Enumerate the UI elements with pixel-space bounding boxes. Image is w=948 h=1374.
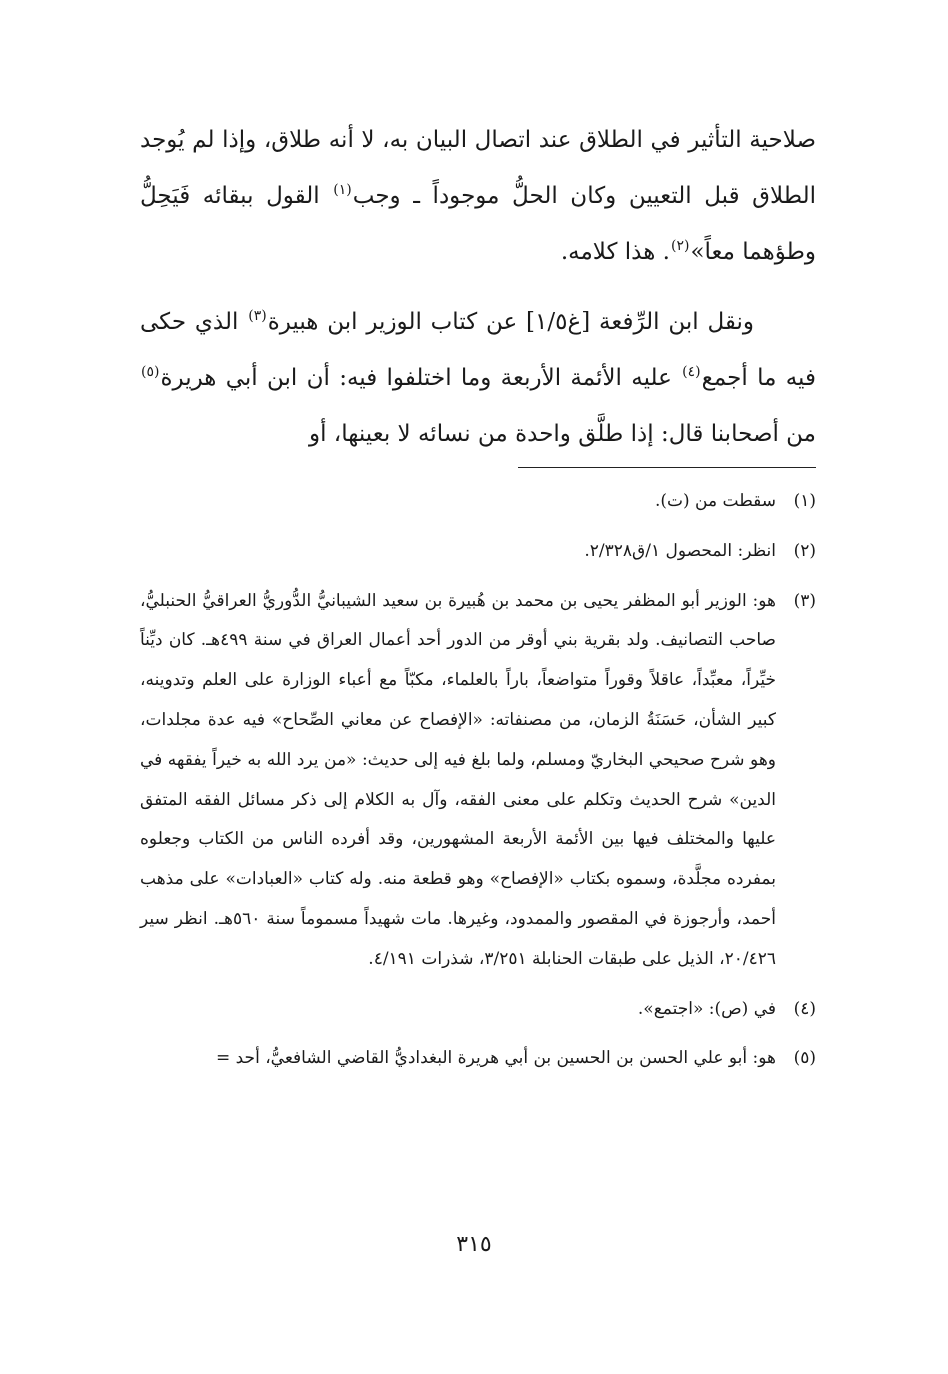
footnotes (140, 482, 816, 1079)
footnote-1 (140, 482, 816, 522)
footnote-text: في (ص): «اجتمع». (637, 998, 776, 1019)
footnote-2 (140, 532, 816, 572)
footnote-ref-4: (٤) (682, 364, 701, 381)
footnote-ref-3: (٣) (248, 308, 267, 325)
footnote-text: هو: أبو علي الحسن بن الحسين بن أبي هريرة البغداديُّ القاضي الشافعيُّ، أحد = (215, 1048, 776, 1069)
text-run: عليه الأئمة الأربعة وما اختلفوا فيه: أن ابن أبي هريرة (160, 365, 672, 391)
footnote-text: انظر: المحصول ١/ق٢/٣٢٨. (584, 540, 776, 561)
main-paragraph-1 (140, 112, 816, 280)
footnote-ref-5: (٥) (141, 364, 160, 381)
footnote-number: (٥) (793, 1048, 816, 1069)
text-run: القول ببقائه فَيَحِلُّ وطؤهما معاً» (140, 183, 816, 265)
footnote-number: (٢) (793, 540, 816, 561)
text-run: . هذا كلامه. (560, 239, 670, 265)
text-run: الذي حكى فيه ما أجمع (140, 309, 816, 391)
footnote-text: سقطت من (ت). (654, 491, 776, 511)
footnote-number: (١) (793, 491, 816, 511)
footnote-separator (518, 467, 816, 468)
text-run: ونقل ابن الرِّفعة [غ١/٥] عن كتاب الوزير ابن هبيرة (267, 309, 755, 335)
footnote-3 (140, 582, 816, 980)
text-run: من أصحابنا قال: إذا طلَّق واحدة من نسائه لا بعينها، أو (309, 421, 816, 447)
main-text (140, 112, 816, 462)
page-number: ٣١٥ (456, 1232, 492, 1257)
footnote-number: (٣) (793, 590, 816, 611)
footnote-4 (140, 990, 816, 1030)
footnote-text: هو: الوزير أبو المظفر يحيى بن محمد بن هُبيرة بن سعيد الشيبانيُّ الدُّوريُّ العراقيُّ الحنبليُّ، صاحب التصانيف. ولد بقرية بني أوقر من الدور أحد أعمال العراق في سنة ٤٩٩هـ. كان ديِّناً خيِّراً، معبِّداً، عاقلاً وقوراً متواضعاً، باراً بالعلماء، مكبّاً مع أعباء الوزارة على العلم وتدوينه، كبير الشأن، حَسَنَةُ الزمان، من مصنفاته: «الإفصاح عن معاني الصِّحاح» فيه عدة مجلدات، وهو شرح صحيحي البخاريّ ومسلم، ولما بلغ فيه إلى حديث: «من يرد الله به خيراً يفقهه في الدين» شرح الحديث وتكلم على معنى الفقه، وآل به الكلام إلى ذكر مسائل الفقه المتفق عليها والمختلف فيها بين الأئمة الأربعة المشهورين، وقد أفرده الناس من الكتاب وجعلوه بمفرده مجلَّدة، وسموه بكتاب «الإفصاح» وهو قطعة منه. وله كتاب «العبادات» على مذهب أحمد، وأرجوزة في المقصور والممدود، وغيرها. مات شهيداً مسموماً سنة ٥٦٠هـ. انظر سير ٢٠/٤٢٦، الذيل على طبقات الحنابلة ٣/٢٥١، شذرات ٤/١٩١. (140, 590, 776, 969)
footnote-ref-1: (١) (333, 182, 352, 199)
text-run: صلاحية التأثير في الطلاق عند اتصال البيان به، لا أنه طلاق، وإذا لم يُوجد الطلاق قبل التعيين وكان الحلُّ موجوداً ـ وجب (140, 127, 816, 209)
footnote-ref-2: (٢) (670, 238, 690, 255)
main-paragraph-2 (140, 294, 816, 462)
footnote-number: (٤) (793, 998, 816, 1019)
footnote-5 (140, 1039, 816, 1079)
